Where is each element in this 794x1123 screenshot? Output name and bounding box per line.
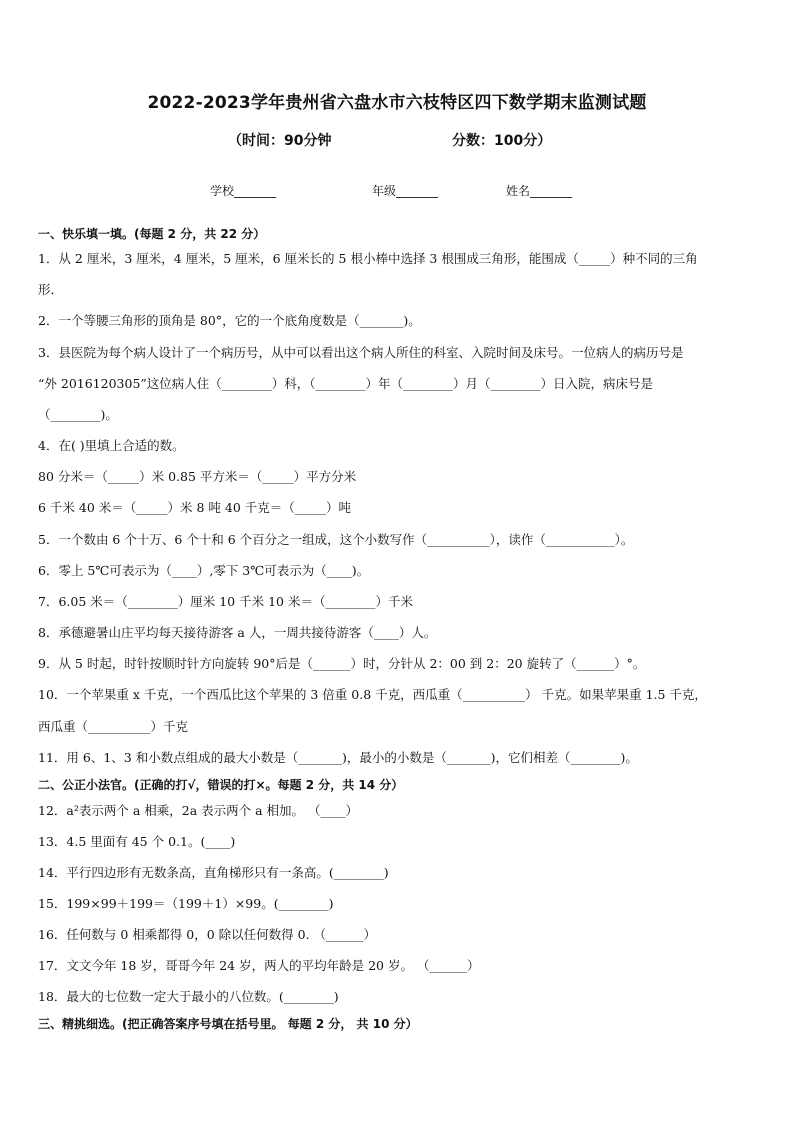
section-heading: 二、公正小法官。(正确的打√，错误的打×。每题 2 分，共 14 分） bbox=[38, 778, 404, 792]
question-line: 9．从 5 时起，时针按顺时针方向旋转 90°后是（______）时，分针从 2：00 到 2：20 旋转了（______）°。 bbox=[38, 656, 646, 671]
question-line: 12．a²表示两个 a 相乘，2a 表示两个 a 相加。 （____） bbox=[38, 803, 359, 818]
question-line: 西瓜重（__________）千克 bbox=[38, 719, 189, 734]
question-line: 15．199×99＋199＝（199＋1）×99。(________) bbox=[38, 896, 334, 911]
time-limit: （时间：90分钟 bbox=[228, 133, 332, 149]
question-line: 8．承德避暑山庄平均每天接待游客 a 人，一周共接待游客（____）人。 bbox=[38, 625, 437, 640]
question-line: 1．从 2 厘米，3 厘米，4 厘米，5 厘米，6 厘米长的 5 根小棒中选择 3 根围成三角形，能围成（_____）种不同的三角 bbox=[38, 251, 698, 266]
name-field: 姓名_______ bbox=[506, 184, 573, 198]
question-line: 16．任何数与 0 相乘都得 0，0 除以任何数得 0. （______） bbox=[38, 927, 377, 942]
question-line: 6．零上 5℃可表示为（____）,零下 3℃可表示为（____)。 bbox=[38, 563, 370, 578]
question-line: 11．用 6、1、3 和小数点组成的最大小数是（_______)，最小的小数是（_______)，它们相差（________)。 bbox=[38, 750, 638, 765]
total-score: 分数：100分） bbox=[452, 133, 552, 149]
question-line: 18．最大的七位数一定大于最小的八位数。(________) bbox=[38, 989, 339, 1004]
question-line: 2．一个等腰三角形的顶角是 80°，它的一个底角度数是（_______)。 bbox=[38, 313, 421, 328]
question-line: 13．4.5 里面有 45 个 0.1。(____) bbox=[38, 834, 236, 849]
question-line: 14．平行四边形有无数条高，直角梯形只有一条高。(________) bbox=[38, 865, 389, 880]
question-line: 6 千米 40 米＝（_____）米 8 吨 40 千克＝（_____）吨 bbox=[38, 500, 352, 515]
section-heading: 一、快乐填一填。(每题 2 分，共 22 分） bbox=[38, 227, 266, 241]
question-line: 80 分米＝（_____）米 0.85 平方米＝（_____）平方分米 bbox=[38, 469, 357, 484]
question-line: 10．一个苹果重 x 千克，一个西瓜比这个苹果的 3 倍重 0.8 千克，西瓜重（__________） 千克。如果苹果重 1.5 千克， bbox=[38, 687, 707, 702]
question-line: 3．县医院为每个病人设计了一个病历号，从中可以看出这个病人所住的科室、入院时间及床号。一位病人的病历号是 bbox=[38, 345, 684, 360]
question-line: 17．文文今年 18 岁，哥哥今年 24 岁，两人的平均年龄是 20 岁。 （______） bbox=[38, 958, 480, 973]
question-line: （________)。 bbox=[38, 407, 118, 422]
question-line: 形． bbox=[38, 282, 64, 297]
question-line: 4．在( )里填上合适的数。 bbox=[38, 438, 185, 453]
question-line: “外 2016120305”这位病人住（________）科，（________）年（________）月（________）日入院，病床号是 bbox=[38, 376, 654, 391]
question-line: 5．一个数由 6 个十万、6 个十和 6 个百分之一组成，这个小数写作（__________），读作（___________）。 bbox=[38, 532, 634, 547]
question-line: 7．6.05 米＝（________）厘米 10 千米 10 米＝（________）千米 bbox=[38, 594, 413, 609]
section-heading: 三、精挑细选。(把正确答案序号填在括号里。 每题 2 分， 共 10 分） bbox=[38, 1017, 418, 1031]
school-field: 学校_______ bbox=[210, 184, 277, 198]
grade-field: 年级_______ bbox=[372, 184, 439, 198]
page-title: 2022-2023学年贵州省六盘水市六枝特区四下数学期末监测试题 bbox=[147, 93, 647, 113]
